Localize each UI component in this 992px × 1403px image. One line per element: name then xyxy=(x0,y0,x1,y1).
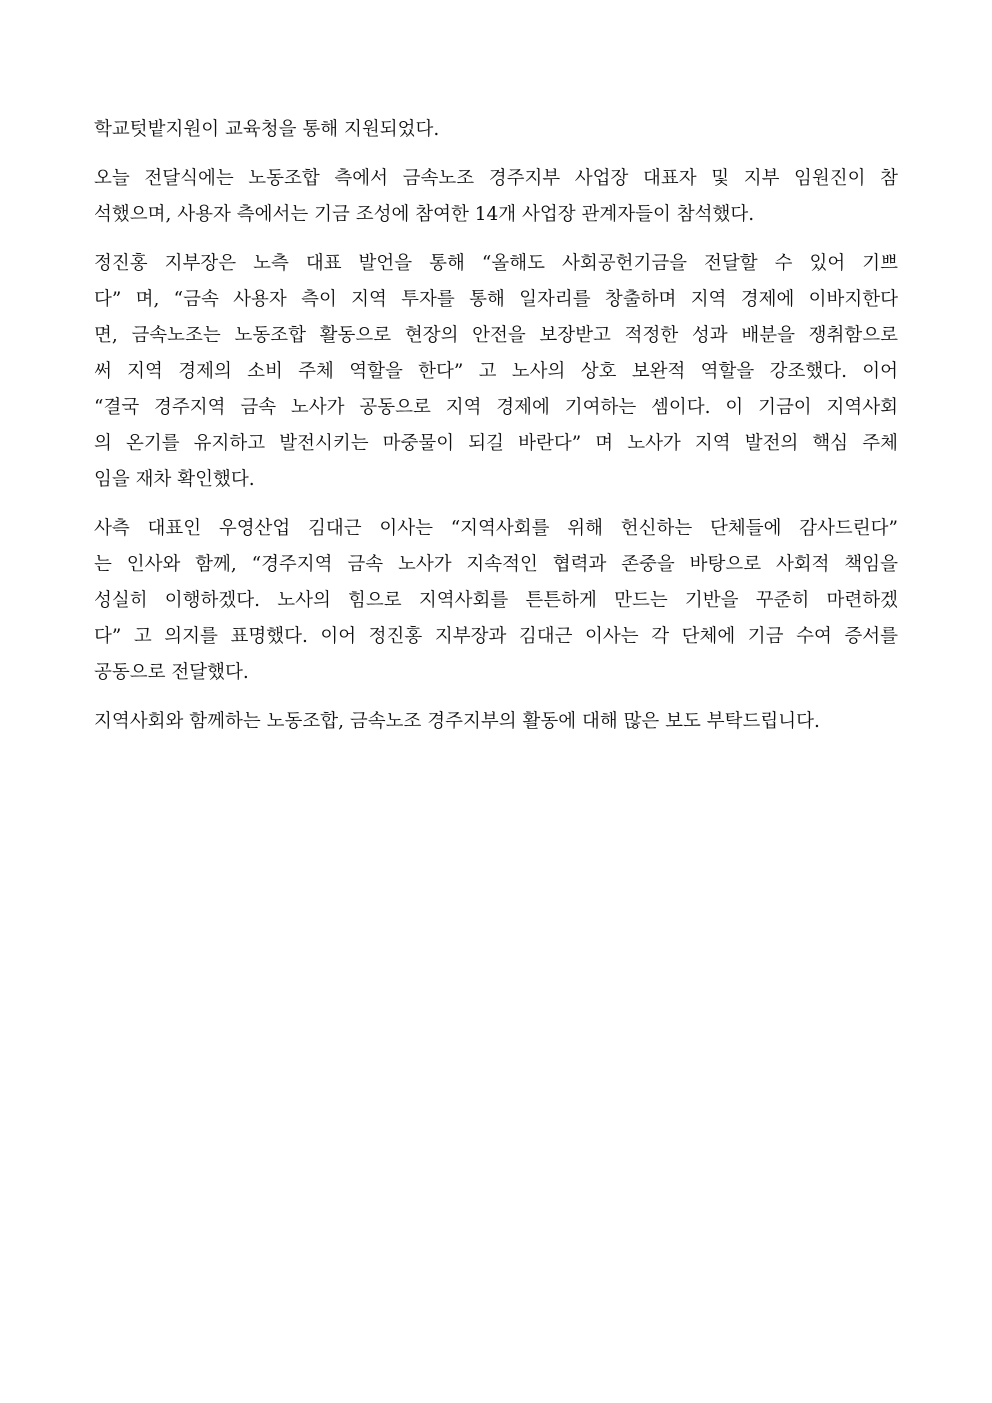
text-line: 성실히 이행하겠다. 노사의 힘으로 지역사회를 튼튼하게 만드는 기반을 꾸준히 마련하겠 xyxy=(94,590,898,611)
text-line: 는 인사와 함께, “경주지역 금속 노사가 지속적인 협력과 존중을 바탕으로 사회적 책임을 xyxy=(94,554,898,575)
text-line: 정진홍 지부장은 노측 대표 발언을 통해 “올해도 사회공헌기금을 전달할 수 있어 기쁘 xyxy=(94,253,898,274)
text-line: 의 온기를 유지하고 발전시키는 마중물이 되길 바란다” 며 노사가 지역 발전의 핵심 주체 xyxy=(94,433,898,454)
text-line: 다” 며, “금속 사용자 측이 지역 투자를 통해 일자리를 창출하며 지역 경제에 이바지한다 xyxy=(94,289,898,310)
text-line: 임을 재차 확인했다. xyxy=(94,469,255,490)
paragraph-ceremony-attendees xyxy=(94,161,898,233)
text-line: 다” 고 의지를 표명했다. 이어 정진홍 지부장과 김대근 이사는 각 단체에 기금 수여 증서를 xyxy=(94,626,898,647)
text-line: 오늘 전달식에는 노동조합 측에서 금속노조 경주지부 사업장 대표자 및 지부 임원진이 참 xyxy=(94,168,898,189)
text-line: 써 지역 경제의 소비 주체 역할을 한다” 고 노사의 상호 보완적 역할을 강조했다. 이어 xyxy=(94,361,898,382)
text-line: 석했으며, 사용자 측에서는 기금 조성에 참여한 14개 사업장 관계자들이 참석했다. xyxy=(94,204,755,225)
text-line: 공동으로 전달했다. xyxy=(94,662,249,683)
text-line: 사측 대표인 우영산업 김대근 이사는 “지역사회를 위해 헌신하는 단체들에 감사드린다” xyxy=(94,518,898,539)
text-line: 지역사회와 함께하는 노동조합, 금속노조 경주지부의 활동에 대해 많은 보도 부탁드립니다. xyxy=(94,711,820,732)
document-page xyxy=(94,112,898,753)
text-line: 학교텃밭지원이 교육청을 통해 지원되었다. xyxy=(94,119,440,140)
text-line: 면, 금속노조는 노동조합 활동으로 현장의 안전을 보장받고 적정한 성과 배분을 쟁취함으로 xyxy=(94,325,898,346)
text-line: “결국 경주지역 금속 노사가 공동으로 지역 경제에 기여하는 셈이다. 이 기금이 지역사회 xyxy=(94,397,898,418)
paragraph-management-speech xyxy=(94,511,898,691)
paragraph-union-speech xyxy=(94,246,898,498)
paragraph-closing-request xyxy=(94,704,898,740)
paragraph-school-garden xyxy=(94,112,898,148)
